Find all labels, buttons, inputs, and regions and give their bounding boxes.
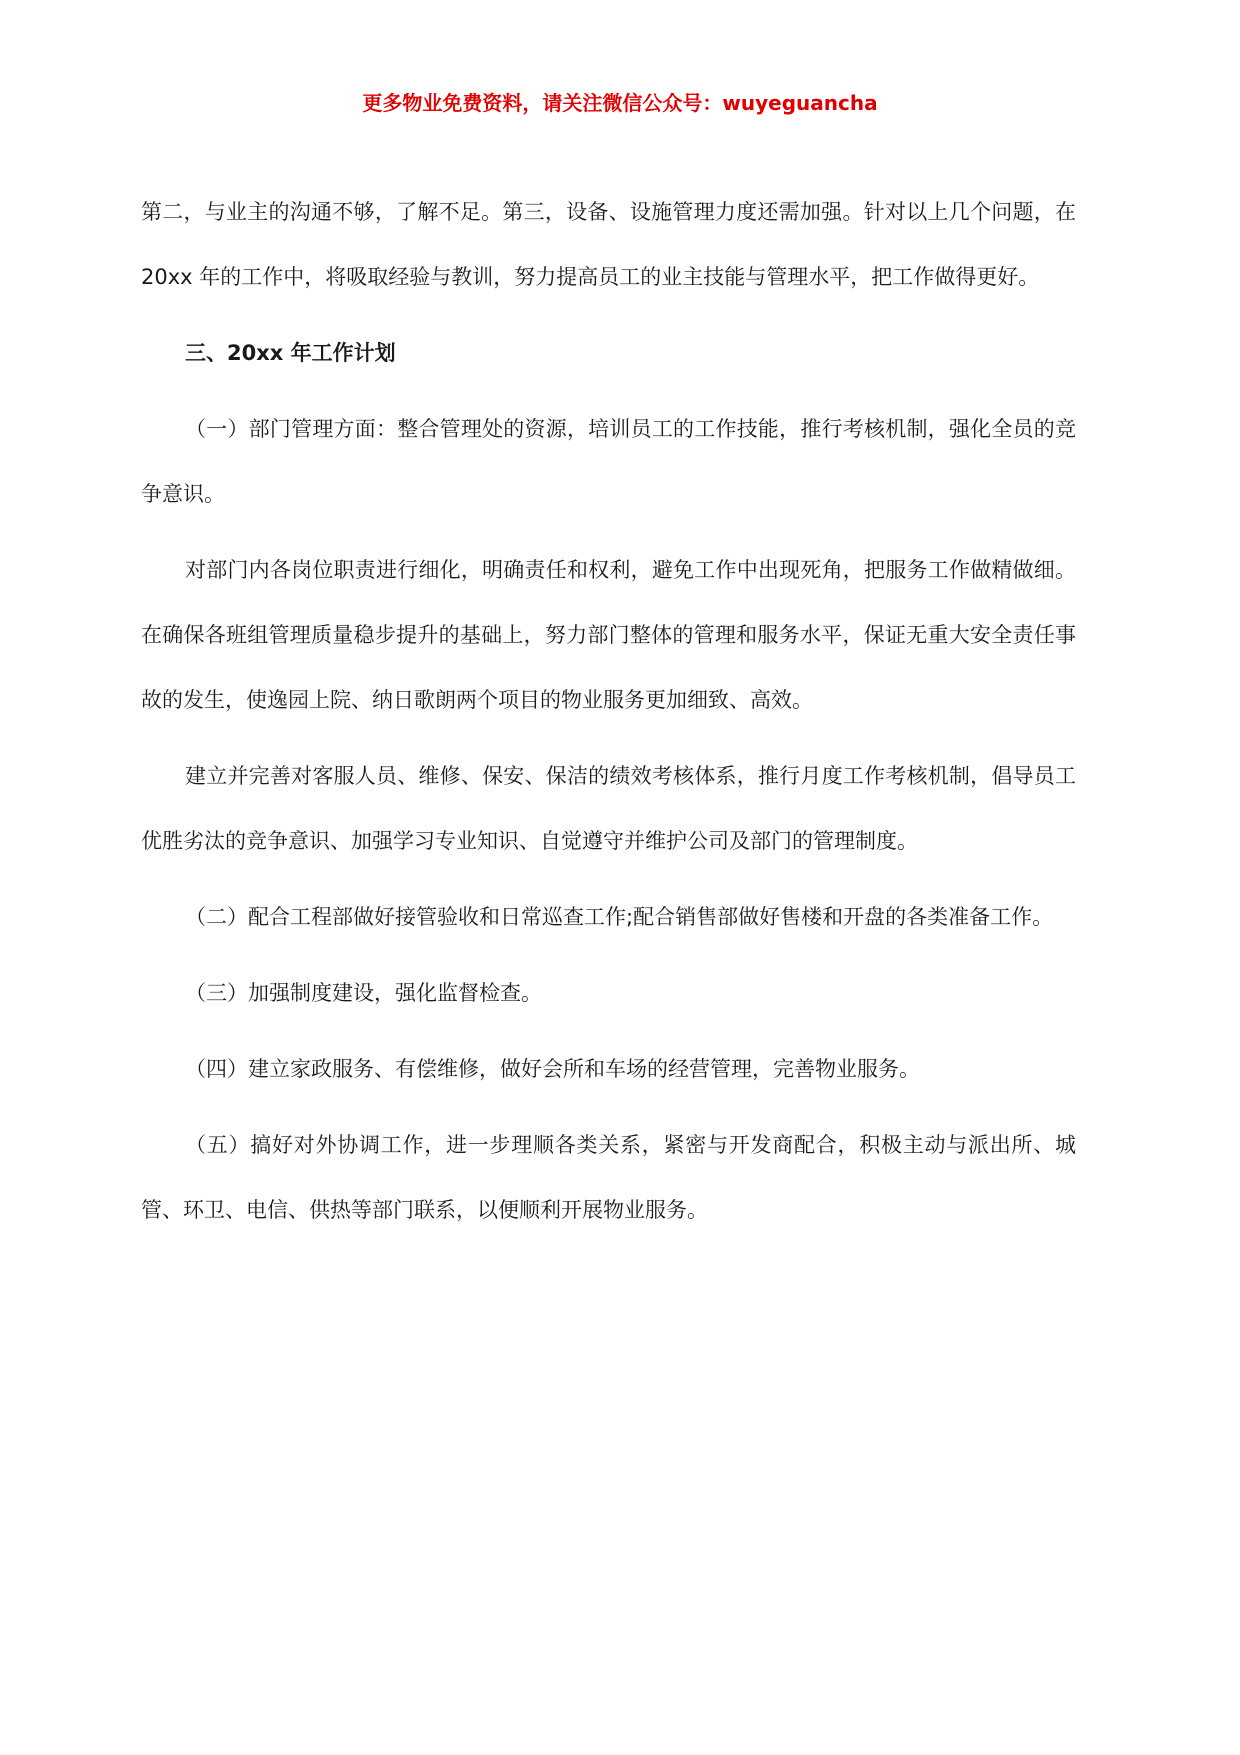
wechat-promo-banner: 更多物业免费资料，请关注微信公众号：wuyeguancha <box>362 91 878 115</box>
paragraph-plan-1: （一）部门管理方面：整合管理处的资源，培训员工的工作技能，推行考核机制，强化全员的竞争意识。 <box>141 417 1076 506</box>
paragraph-plan-1-detail-a: 对部门内各岗位职责进行细化，明确责任和权利，避免工作中出现死角，把服务工作做精做细。在确保各班组管理质量稳步提升的基础上，努力部门整体的管理和服务水平，保证无重大安全责任事故的发生，使逸园上院、纳日歌朗两个项目的物业服务更加细致、高效。 <box>141 558 1076 712</box>
paragraph-plan-1-detail-b: 建立并完善对客服人员、维修、保安、保洁的绩效考核体系，推行月度工作考核机制，倡导员工优胜劣汰的竞争意识、加强学习专业知识、自觉遵守并维护公司及部门的管理制度。 <box>141 764 1076 853</box>
document-body <box>141 180 1076 1254</box>
section-heading-work-plan: 三、20xx 年工作计划 <box>185 341 396 365</box>
paragraph-plan-4: （四）建立家政服务、有偿维修，做好会所和车场的经营管理，完善物业服务。 <box>185 1057 920 1081</box>
paragraph-plan-5: （五）搞好对外协调工作，进一步理顺各类关系，紧密与开发商配合，积极主动与派出所、城管、环卫、电信、供热等部门联系，以便顺利开展物业服务。 <box>141 1133 1076 1222</box>
paragraph-summary-issues: 第二，与业主的沟通不够，了解不足。第三，设备、设施管理力度还需加强。针对以上几个问题，在 20xx 年的工作中，将吸取经验与教训，努力提高员工的业主技能与管理水平，把工作做得更好。 <box>141 200 1076 289</box>
paragraph-plan-3: （三）加强制度建设，强化监督检查。 <box>185 981 542 1005</box>
paragraph-plan-2: （二）配合工程部做好接管验收和日常巡查工作;配合销售部做好售楼和开盘的各类准备工作。 <box>185 905 1054 929</box>
